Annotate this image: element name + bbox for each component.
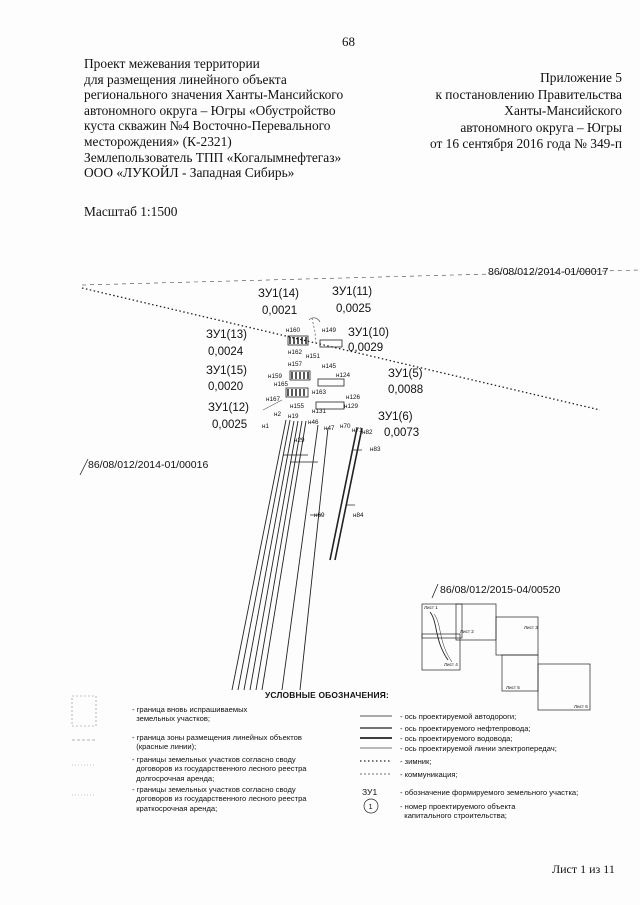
- cadastral-number-top: 86/08/012/2014-01/00017: [488, 266, 609, 278]
- legend-symbol-zu: ЗУ1: [362, 787, 378, 797]
- point-label: н2: [274, 411, 281, 418]
- parcel-outline: [320, 340, 342, 347]
- point-label: н69: [314, 512, 325, 519]
- title-line: автономного округа – Югры «Обустройство: [84, 102, 336, 118]
- parcel-outline: [318, 379, 344, 386]
- legend-item: - номер проектируемого объекта капитального строительства;: [400, 802, 516, 821]
- point-label: н129: [344, 403, 358, 410]
- legend-title: УСЛОВНЫЕ ОБОЗНАЧЕНИЯ:: [265, 690, 389, 700]
- title-line: регионального значения Ханты-Мансийского: [84, 87, 344, 103]
- point-label: н160: [286, 327, 300, 334]
- point-label: н1: [262, 423, 269, 430]
- point-label: н163: [312, 389, 326, 396]
- appendix-line: Ханты-Мансийского: [504, 103, 622, 118]
- parcel-outline: [286, 388, 308, 397]
- point-label: н145: [322, 363, 336, 370]
- parcel-area: 0,0024: [208, 346, 244, 358]
- legend-item: - граница вновь испрашиваемых земельных участков;: [132, 705, 248, 724]
- legend-item: - граница зоны размещения линейных объектов (красные линии);: [132, 733, 302, 752]
- legend-item: - ось проектируемого водовода;: [400, 734, 513, 743]
- inset-sheet: [496, 617, 538, 655]
- point-label: н157: [288, 361, 302, 368]
- parcel-label: ЗУ1(5): [388, 368, 423, 380]
- title-line: месторождения» (К-2321): [84, 133, 232, 149]
- parcel-area: 0,0025: [336, 303, 372, 315]
- legend-item: - зимник;: [400, 757, 432, 766]
- parcel-area: 0,0025: [212, 419, 248, 431]
- title-line: Землепользователь ТПП «Когалымнефтегаз»: [84, 149, 342, 165]
- linear-objects: [232, 420, 362, 690]
- inset-route: [430, 612, 448, 660]
- legend-symbol-num: 1: [368, 802, 373, 811]
- parcel-label: ЗУ1(12): [208, 402, 249, 414]
- point-label: н83: [370, 446, 381, 453]
- appendix-line: Приложение 5: [540, 70, 622, 85]
- point-label: н149: [322, 327, 336, 334]
- inset-map: [422, 604, 590, 710]
- parcel-label: ЗУ1(6): [378, 411, 413, 423]
- title-line: Проект межевания территории: [84, 56, 260, 71]
- point-label: н70: [340, 423, 351, 430]
- point-label: н84: [353, 512, 364, 519]
- legend-item: - коммуникация;: [400, 770, 458, 779]
- point-label: н131: [312, 408, 326, 415]
- point-label: н167: [266, 396, 280, 403]
- appendix-line: автономного округа – Югры: [460, 119, 622, 135]
- legend-item: - ось проектируемой автодороги;: [400, 712, 517, 721]
- leader-line: [80, 459, 88, 475]
- title-line: для размещения линейного объекта: [84, 71, 287, 87]
- title-line: ООО «ЛУКОЙЛ - Западная Сибирь»: [84, 165, 295, 181]
- parcel-area: 0,0029: [348, 342, 384, 354]
- appendix-line: от 16 сентября 2016 года № 349-п: [429, 136, 622, 151]
- point-label: н47: [324, 425, 335, 432]
- appendix-line: к постановлению Правительства: [435, 86, 622, 102]
- parcel-area: 0,0073: [384, 427, 420, 439]
- inset-sheet-label: Лист 5: [506, 685, 520, 690]
- point-label: н159: [268, 373, 282, 380]
- point-label: н29: [294, 437, 305, 444]
- point-label: н124: [336, 372, 350, 379]
- legend-item: - границы земельных участков согласно своду договоров из государственного лесного реестра долгосрочная аренда;: [132, 755, 307, 783]
- parcel-label: ЗУ1(14): [258, 288, 299, 300]
- point-label: н165: [274, 381, 288, 388]
- scale-label: Масштаб 1:1500: [84, 204, 178, 219]
- communication-line: [312, 318, 316, 345]
- legend-symbol-new-parcel: [72, 696, 96, 726]
- inset-sheet-label: Лист 1: [424, 605, 438, 610]
- parcel-label: ЗУ1(10): [348, 327, 389, 339]
- legend-item: - ось проектируемого нефтепровода;: [400, 724, 531, 733]
- legend-item: - ось проектируемой линии электропередач;: [400, 744, 557, 753]
- point-label: н82: [362, 429, 373, 436]
- legend-item: - границы земельных участков согласно своду договоров из государственного лесного реестра краткосрочная аренда;: [132, 785, 307, 813]
- sheet-label: Лист 1 из 11: [552, 862, 615, 876]
- point-label: н126: [346, 394, 360, 401]
- cadastral-number-bottom: 86/08/012/2015-04/00520: [440, 584, 561, 596]
- point-label: н71: [352, 427, 363, 434]
- parcel-label: ЗУ1(11): [332, 286, 373, 298]
- communication-line: [309, 318, 320, 322]
- point-label: н46: [308, 419, 319, 426]
- parcel-area: 0,0088: [388, 384, 424, 396]
- parcel-area: 0,0021: [262, 305, 298, 317]
- inset-sheet-label: Лист 4: [444, 662, 458, 667]
- parcel-label: ЗУ1(15): [206, 365, 247, 377]
- cadastral-number-left: 86/08/012/2014-01/00016: [88, 459, 209, 471]
- point-label: н155: [290, 403, 304, 410]
- point-label: н162: [288, 349, 302, 356]
- inset-sheet-label: Лист 2: [460, 629, 474, 634]
- page-number: 68: [342, 34, 355, 49]
- inset-sheet-label: Лист 3: [524, 625, 538, 630]
- parcel-label: ЗУ1(13): [206, 329, 247, 341]
- parcel-area: 0,0020: [208, 381, 244, 393]
- point-label: н151: [306, 353, 320, 360]
- title-line: куста скважин №4 Восточно-Перевального: [84, 118, 331, 134]
- leader-line: [432, 584, 438, 598]
- point-label: н19: [288, 413, 299, 420]
- legend-item: - обозначение формируемого земельного участка;: [400, 788, 579, 797]
- inset-sheet-label: Лист 6: [574, 704, 588, 709]
